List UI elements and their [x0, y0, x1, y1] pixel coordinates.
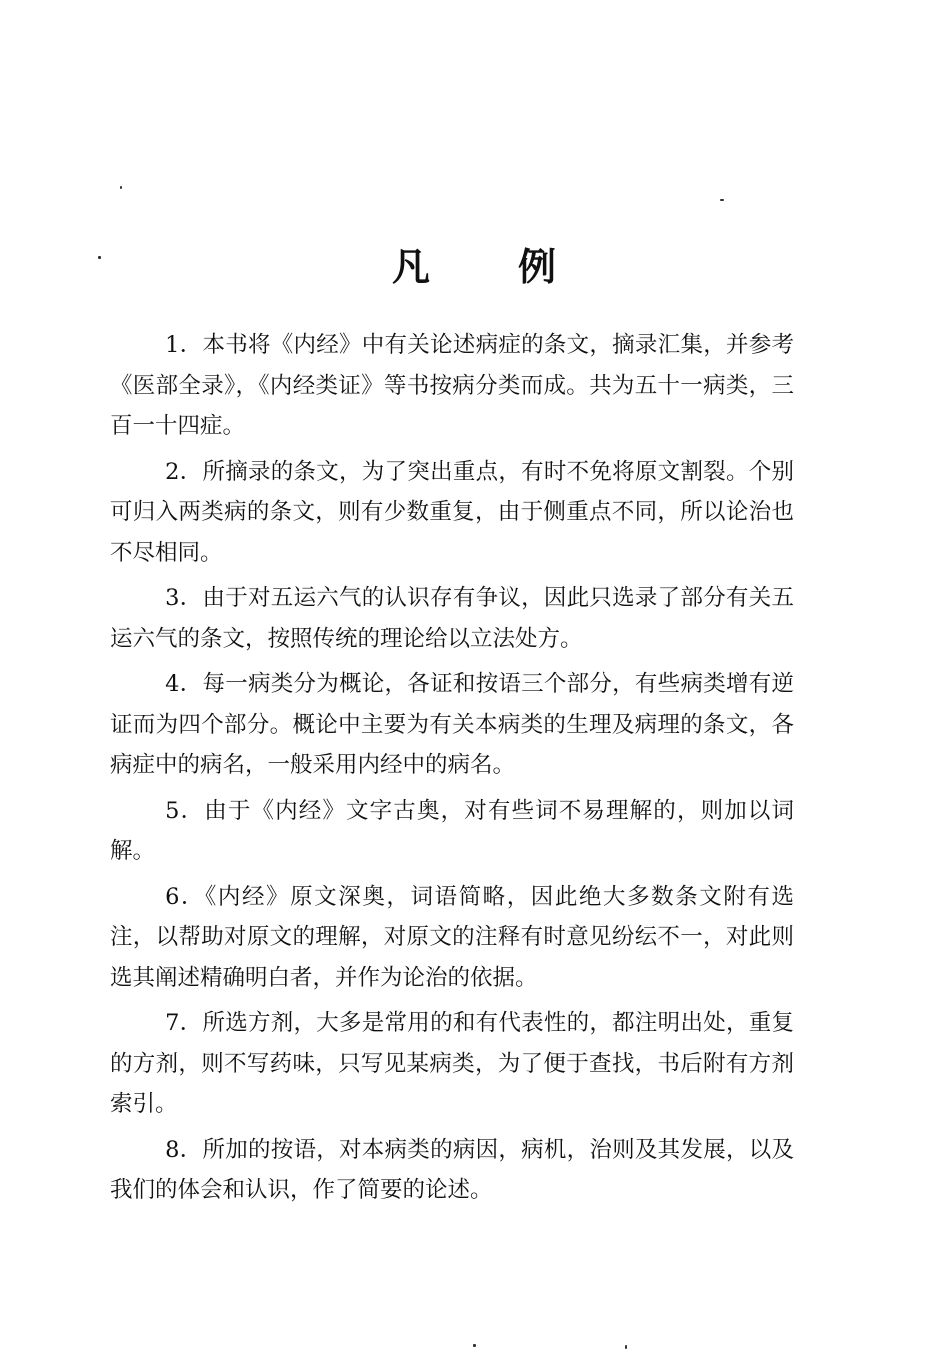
guideline-item-7: 7．所选方剂，大多是常用的和有代表性的，都注明出处，重复的方剂，则不写药味，只写见某病类，为了便于查找，书后附有方剂索引。	[110, 1010, 794, 1117]
title-char: 凡	[391, 244, 432, 289]
guideline-item-5: 5．由于《内经》文字古奥，对有些词不易理解的，则加以词解。	[110, 797, 794, 864]
guideline-item-1: 1．本书将《内经》中有关论述病症的条文，摘录汇集，并参考《医部全录》，《内经类证》等书按病分类而成。共为五十一病类，三百一十四症。	[110, 332, 794, 439]
guideline-item-4: 4．每一病类分为概论，各证和按语三个部分，有些病类增有逆证而为四个部分。概论中主要为有关本病类的生理及病理的条文，各病症中的病名，一般采用内经中的病名。	[110, 671, 794, 778]
scan-speck	[120, 186, 122, 189]
guideline-item-8: 8．所加的按语，对本病类的病因，病机，治则及其发展，以及我们的体会和认识，作了简要的论述。	[110, 1136, 794, 1203]
guidelines-body	[110, 325, 794, 1216]
guideline-item-3: 3．由于对五运六气的认识存有争议，因此只选录了部分有关五运六气的条文，按照传统的理论给以立法处方。	[110, 585, 794, 652]
page-title	[0, 236, 950, 291]
guideline-item-6: 6．《内经》原文深奥，词语简略，因此绝大多数条文附有选注，以帮助对原文的理解，对原文的注释有时意见纷纭不一，对此则选其阐述精确明白者，并作为论治的依据。	[110, 883, 794, 991]
title-char: 例	[518, 244, 559, 289]
guideline-item-2: 2．所摘录的条文，为了突出重点，有时不免将原文割裂。个别可归入两类病的条文，则有少数重复，由于侧重点不同，所以论治也不尽相同。	[110, 458, 794, 566]
scan-speck	[625, 1345, 627, 1349]
scan-speck	[720, 199, 724, 201]
scan-speck	[473, 1344, 476, 1347]
